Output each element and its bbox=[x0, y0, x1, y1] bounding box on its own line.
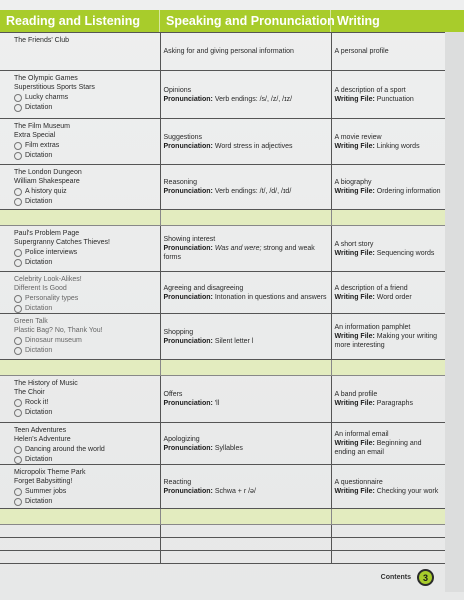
blank-row bbox=[0, 538, 445, 551]
pronunciation-text: Silent letter l bbox=[214, 337, 254, 345]
writing-cell bbox=[331, 272, 445, 314]
checkbox-circle-icon bbox=[14, 188, 22, 196]
header-speaking-pronunciation: Speaking and Pronunciation bbox=[160, 10, 331, 32]
pronunciation-line bbox=[164, 187, 328, 196]
writing-task: A band profile bbox=[334, 391, 378, 398]
separator-cell bbox=[0, 210, 160, 226]
speaking-cell bbox=[160, 119, 331, 165]
pronunciation-label: Pronunciation: bbox=[163, 400, 215, 407]
speaking-cell bbox=[160, 226, 331, 272]
speaking-topic: Offers bbox=[163, 391, 183, 398]
blank-cell bbox=[331, 551, 445, 564]
writing-file-label: Writing File: bbox=[334, 400, 377, 407]
writing-file-line bbox=[335, 487, 443, 496]
reading-item-label: Dictation bbox=[25, 409, 53, 416]
reading-item bbox=[14, 445, 157, 454]
reading-title: Plastic Bag? No, Thank You! bbox=[14, 327, 103, 334]
checkbox-circle-icon bbox=[14, 198, 22, 206]
separator-cell bbox=[331, 509, 445, 525]
pronunciation-label: Pronunciation: bbox=[163, 487, 215, 495]
writing-task: A questionnaire bbox=[334, 478, 383, 486]
writing-task: A short story bbox=[334, 240, 374, 248]
reading-cell bbox=[0, 71, 160, 119]
writing-cell bbox=[331, 465, 445, 509]
pronunciation-line bbox=[164, 399, 328, 408]
reading-item bbox=[14, 187, 157, 196]
reading-item bbox=[14, 197, 157, 206]
reading-item-label: Dancing around the world bbox=[25, 446, 105, 453]
reading-item bbox=[14, 455, 157, 464]
pronunciation-line bbox=[164, 487, 328, 496]
reading-title: The Friends' Club bbox=[14, 37, 70, 44]
header-writing: Writing bbox=[337, 14, 380, 28]
writing-file-label: Writing File: bbox=[334, 293, 377, 301]
writing-file-line bbox=[335, 187, 443, 196]
writing-file-line bbox=[335, 95, 443, 104]
writing-file-text: Linking words bbox=[376, 142, 420, 150]
writing-task: An information pamphlet bbox=[334, 324, 411, 331]
speaking-cell bbox=[160, 465, 331, 509]
reading-cell bbox=[0, 376, 160, 423]
writing-file-text: Beginning and ending an email bbox=[334, 440, 422, 456]
pronunciation-label: Pronunciation: bbox=[163, 188, 215, 195]
writing-file-line bbox=[335, 439, 443, 457]
reading-item-label: Dictation bbox=[25, 305, 53, 312]
reading-title: Helen's Adventure bbox=[14, 436, 71, 443]
pronunciation-text: Syllables bbox=[214, 444, 243, 452]
writing-file-text: Checking your work bbox=[376, 487, 439, 495]
writing-cell bbox=[331, 226, 445, 272]
writing-file-label: Writing File: bbox=[334, 440, 377, 447]
writing-cell bbox=[331, 423, 445, 465]
writing-file-text: Ordering information bbox=[376, 188, 441, 195]
reading-item bbox=[14, 258, 157, 267]
speaking-topic: Opinions bbox=[163, 86, 192, 94]
reading-title: William Shakespeare bbox=[14, 178, 80, 185]
checkbox-circle-icon bbox=[14, 104, 22, 112]
reading-item-label: Dictation bbox=[25, 104, 53, 111]
reading-title: The Olympic Games bbox=[14, 75, 78, 82]
reading-cell bbox=[0, 33, 160, 71]
writing-cell bbox=[331, 33, 445, 71]
checkbox-circle-icon bbox=[14, 249, 22, 257]
reading-item-label: Dinosaur museum bbox=[25, 337, 82, 344]
pronunciation-text: Verb endings: /s/, /z/, /ɪz/ bbox=[214, 95, 293, 103]
separator-cell bbox=[331, 210, 445, 226]
separator-cell bbox=[0, 509, 160, 525]
reading-item-label: Personality types bbox=[25, 295, 79, 302]
reading-cell bbox=[0, 119, 160, 165]
speaking-topic: Reasoning bbox=[163, 179, 197, 186]
reading-title: The History of Music bbox=[14, 380, 78, 387]
speaking-cell bbox=[160, 376, 331, 423]
pronunciation-italic: Was and were; bbox=[214, 245, 264, 252]
pronunciation-label: Pronunciation: bbox=[163, 444, 215, 452]
reading-item bbox=[14, 398, 157, 407]
checkbox-circle-icon bbox=[14, 259, 22, 267]
reading-item bbox=[14, 304, 157, 313]
speaking-topic: Apologizing bbox=[163, 435, 200, 443]
checkbox-circle-icon bbox=[14, 295, 22, 303]
page-footer bbox=[381, 569, 434, 586]
reading-title: The Choir bbox=[14, 389, 45, 396]
pronunciation-text: strong and weak forms bbox=[163, 245, 315, 261]
separator-cell bbox=[0, 360, 160, 376]
speaking-cell bbox=[160, 272, 331, 314]
writing-file-label: Writing File: bbox=[334, 188, 377, 195]
blank-cell bbox=[160, 538, 331, 551]
lesson-row bbox=[0, 165, 445, 210]
reading-item-label: Police interviews bbox=[25, 249, 78, 256]
pronunciation-label: Pronunciation: bbox=[163, 293, 215, 301]
page-number: 3 bbox=[417, 569, 434, 586]
table-header bbox=[0, 10, 464, 32]
blank-cell bbox=[160, 525, 331, 538]
pronunciation-label: Pronunciation: bbox=[163, 337, 215, 345]
speaking-cell bbox=[160, 314, 331, 360]
reading-item-label: Film extras bbox=[25, 142, 60, 149]
reading-item bbox=[14, 294, 157, 303]
reading-item-label: Summer jobs bbox=[25, 488, 67, 495]
pronunciation-line bbox=[164, 337, 328, 346]
reading-item bbox=[14, 336, 157, 345]
lesson-row bbox=[0, 314, 445, 360]
reading-title: The Film Museum bbox=[14, 123, 71, 130]
writing-task: An informal email bbox=[334, 431, 389, 438]
writing-cell bbox=[331, 165, 445, 210]
speaking-cell bbox=[160, 33, 331, 71]
separator-cell bbox=[160, 509, 331, 525]
reading-cell bbox=[0, 465, 160, 509]
reading-item-label: Lucky charms bbox=[25, 94, 69, 101]
writing-task: A description of a sport bbox=[334, 86, 406, 94]
checkbox-circle-icon bbox=[14, 94, 22, 102]
header-reading-listening: Reading and Listening bbox=[0, 10, 160, 32]
footer-label: Contents bbox=[380, 574, 411, 581]
checkbox-circle-icon bbox=[14, 409, 22, 417]
writing-file-text: Paragraphs bbox=[376, 400, 413, 407]
checkbox-circle-icon bbox=[14, 446, 22, 454]
separator-cell bbox=[160, 360, 331, 376]
checkbox-circle-icon bbox=[14, 142, 22, 150]
reading-item bbox=[14, 93, 157, 102]
reading-item-label: Dictation bbox=[25, 456, 53, 463]
writing-task: A biography bbox=[334, 179, 372, 186]
writing-file-line bbox=[335, 293, 443, 302]
checkbox-circle-icon bbox=[14, 498, 22, 506]
speaking-cell bbox=[160, 71, 331, 119]
reading-item-label: Dictation bbox=[25, 498, 53, 505]
blank-cell bbox=[0, 525, 160, 538]
unit-separator bbox=[0, 360, 445, 376]
speaking-cell bbox=[160, 423, 331, 465]
reading-title: Teen Adventures bbox=[14, 427, 67, 434]
blank-row bbox=[0, 551, 445, 564]
reading-cell bbox=[0, 314, 160, 360]
pronunciation-text: Verb endings: /t/, /d/, /ɪd/ bbox=[214, 188, 292, 195]
reading-item bbox=[14, 346, 157, 355]
writing-task: A description of a friend bbox=[334, 284, 408, 292]
reading-title: Forget Babysitting! bbox=[14, 478, 73, 485]
blank-cell bbox=[160, 551, 331, 564]
lesson-row bbox=[0, 423, 445, 465]
pronunciation-text: Schwa + r /ə/ bbox=[214, 487, 256, 495]
reading-item bbox=[14, 248, 157, 257]
separator-cell bbox=[331, 360, 445, 376]
reading-title: Paul's Problem Page bbox=[14, 230, 80, 237]
pronunciation-text: 'll bbox=[214, 400, 220, 407]
writing-file-line bbox=[335, 249, 443, 258]
contents-table bbox=[0, 32, 445, 564]
lesson-row bbox=[0, 71, 445, 119]
reading-cell bbox=[0, 423, 160, 465]
reading-title: Green Talk bbox=[14, 318, 48, 325]
reading-title: Different Is Good bbox=[14, 285, 67, 292]
pronunciation-line bbox=[164, 142, 328, 151]
pronunciation-line bbox=[164, 95, 328, 104]
writing-cell bbox=[331, 119, 445, 165]
speaking-topic: Asking for and giving personal information bbox=[163, 48, 294, 55]
reading-title: Extra Special bbox=[14, 132, 56, 139]
speaking-topic: Shopping bbox=[163, 328, 194, 336]
reading-item-label: Rock it! bbox=[25, 399, 49, 406]
reading-item bbox=[14, 487, 157, 496]
speaking-topic: Showing interest bbox=[163, 236, 216, 243]
reading-item bbox=[14, 103, 157, 112]
reading-item-label: Dictation bbox=[25, 152, 53, 159]
blank-cell bbox=[331, 538, 445, 551]
checkbox-circle-icon bbox=[14, 152, 22, 160]
writing-cell bbox=[331, 314, 445, 360]
reading-item bbox=[14, 141, 157, 150]
unit-separator bbox=[0, 509, 445, 525]
writing-task: A movie review bbox=[334, 133, 382, 141]
pronunciation-label: Pronunciation: bbox=[163, 95, 215, 103]
pronunciation-text: Word stress in adjectives bbox=[214, 142, 293, 150]
speaking-topic: Reacting bbox=[163, 478, 192, 486]
writing-file-text: Word order bbox=[376, 293, 412, 301]
reading-cell bbox=[0, 165, 160, 210]
reading-title: Supergranny Catches Thieves! bbox=[14, 239, 110, 246]
reading-item-label: Dictation bbox=[25, 347, 53, 354]
checkbox-circle-icon bbox=[14, 488, 22, 496]
writing-file-text: Sequencing words bbox=[376, 249, 435, 257]
blank-cell bbox=[331, 525, 445, 538]
lesson-row bbox=[0, 33, 445, 71]
pronunciation-line bbox=[164, 444, 328, 453]
reading-item-label: Dictation bbox=[25, 198, 53, 205]
checkbox-circle-icon bbox=[14, 305, 22, 313]
checkbox-circle-icon bbox=[14, 347, 22, 355]
reading-item bbox=[14, 151, 157, 160]
reading-title: The London Dungeon bbox=[14, 169, 82, 176]
page-edge bbox=[445, 32, 464, 592]
reading-cell bbox=[0, 272, 160, 314]
unit-separator bbox=[0, 210, 445, 226]
reading-item-label: A history quiz bbox=[25, 188, 67, 195]
writing-cell bbox=[331, 376, 445, 423]
speaking-topic: Suggestions bbox=[163, 133, 203, 141]
writing-file-text: Making your writing more interesting bbox=[334, 333, 438, 349]
reading-title: Micropolix Theme Park bbox=[14, 469, 86, 476]
writing-file-label: Writing File: bbox=[334, 333, 377, 340]
lesson-row bbox=[0, 272, 445, 314]
reading-cell bbox=[0, 226, 160, 272]
writing-file-text: Punctuation bbox=[376, 95, 414, 103]
lesson-row bbox=[0, 376, 445, 423]
pronunciation-line bbox=[164, 244, 328, 262]
writing-file-label: Writing File: bbox=[334, 95, 377, 103]
reading-title: Celebrity Look-Alikes! bbox=[14, 276, 82, 283]
lesson-row bbox=[0, 119, 445, 165]
checkbox-circle-icon bbox=[14, 456, 22, 464]
lesson-row bbox=[0, 465, 445, 509]
writing-file-line bbox=[335, 399, 443, 408]
reading-item-label: Dictation bbox=[25, 259, 53, 266]
lesson-row bbox=[0, 226, 445, 272]
writing-cell bbox=[331, 71, 445, 119]
speaking-cell bbox=[160, 165, 331, 210]
blank-cell bbox=[0, 551, 160, 564]
checkbox-circle-icon bbox=[14, 399, 22, 407]
pronunciation-line bbox=[164, 293, 328, 302]
pronunciation-label: Pronunciation: bbox=[163, 245, 215, 252]
writing-file-label: Writing File: bbox=[334, 142, 377, 150]
writing-file-label: Writing File: bbox=[334, 487, 377, 495]
writing-file-line bbox=[335, 142, 443, 151]
speaking-topic: Agreeing and disagreeing bbox=[163, 284, 244, 292]
reading-item bbox=[14, 408, 157, 417]
checkbox-circle-icon bbox=[14, 337, 22, 345]
separator-cell bbox=[160, 210, 331, 226]
pronunciation-label: Pronunciation: bbox=[163, 142, 215, 150]
writing-task: A personal profile bbox=[334, 48, 389, 55]
blank-row bbox=[0, 525, 445, 538]
blank-cell bbox=[0, 538, 160, 551]
writing-file-line bbox=[335, 332, 443, 350]
pronunciation-text: Intonation in questions and answers bbox=[214, 293, 327, 301]
reading-title: Superstitious Sports Stars bbox=[14, 84, 95, 91]
reading-item bbox=[14, 497, 157, 506]
writing-file-label: Writing File: bbox=[334, 249, 377, 257]
